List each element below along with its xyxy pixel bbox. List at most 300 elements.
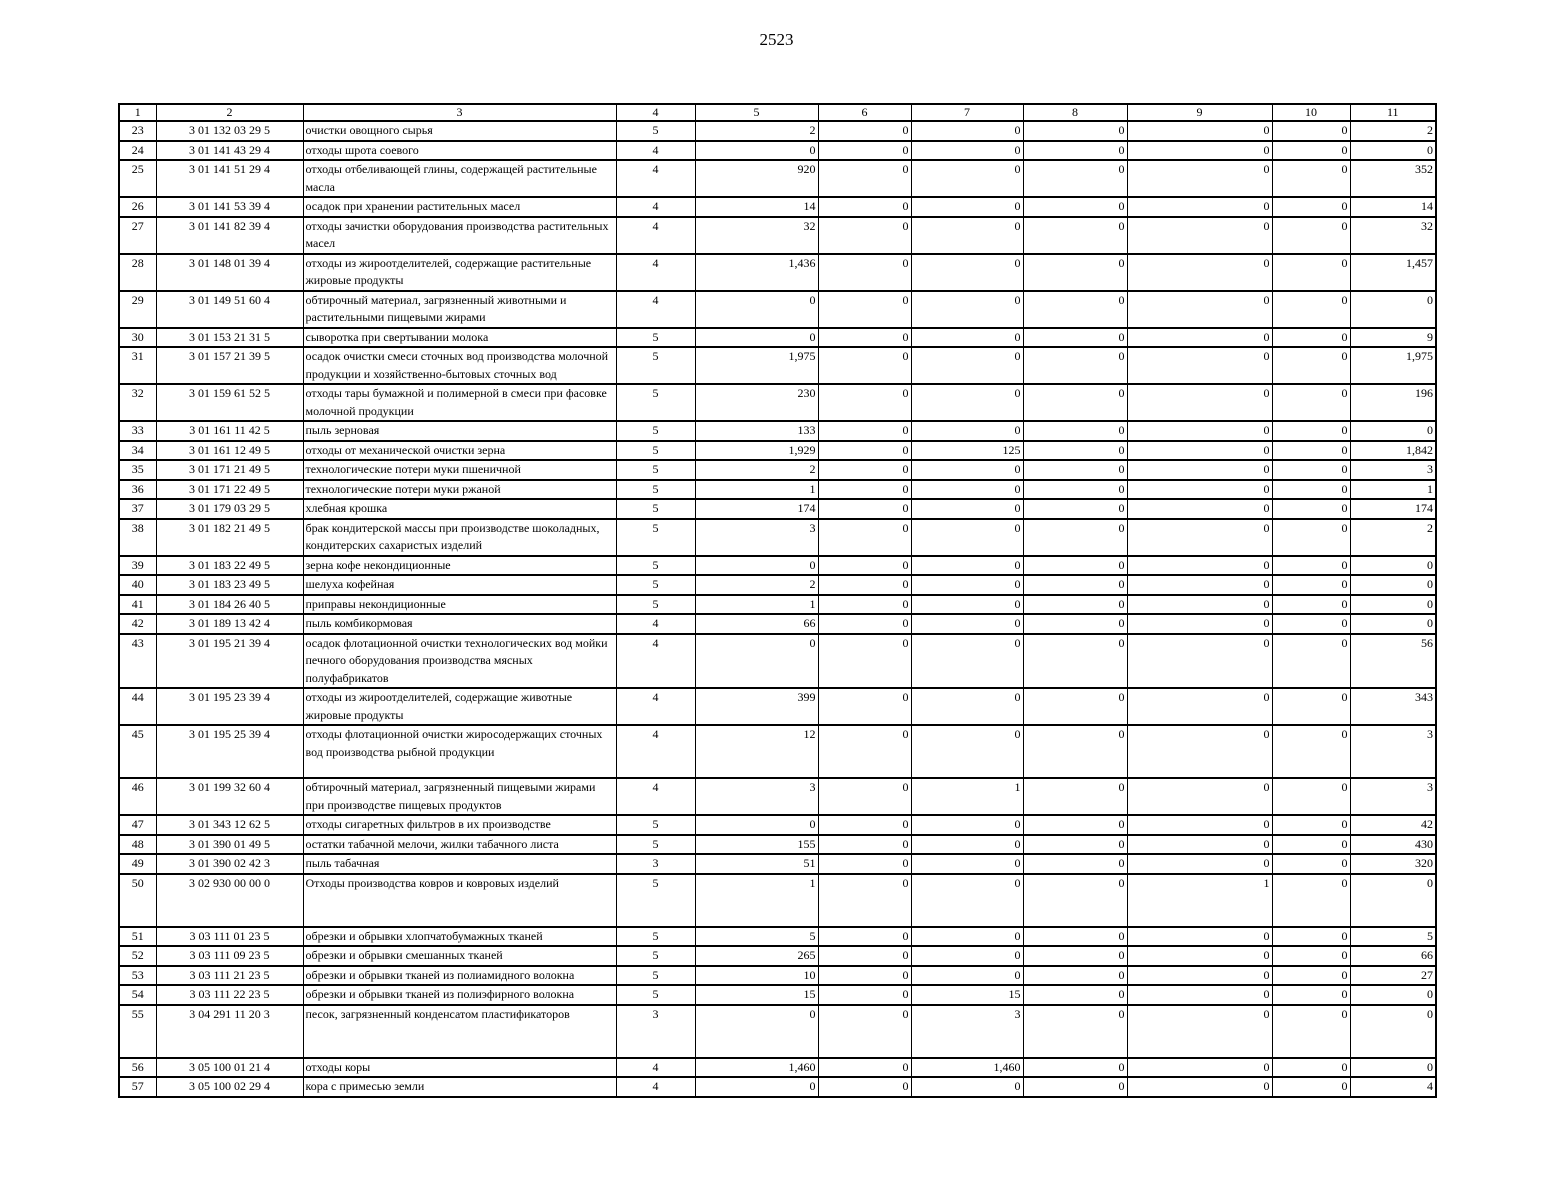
hazard-class-cell: 5 <box>616 874 695 927</box>
value-cell: 2 <box>1350 121 1436 141</box>
value-cell: 0 <box>695 1077 818 1097</box>
row-number-cell: 32 <box>119 384 156 421</box>
value-cell: 0 <box>1350 575 1436 595</box>
value-cell: 0 <box>911 634 1023 689</box>
row-number-cell: 53 <box>119 966 156 986</box>
value-cell: 1 <box>695 874 818 927</box>
value-cell: 0 <box>1350 1058 1436 1078</box>
value-cell: 320 <box>1350 854 1436 874</box>
value-cell: 0 <box>911 480 1023 500</box>
value-cell: 0 <box>1023 946 1127 966</box>
value-cell: 0 <box>1127 854 1272 874</box>
value-cell: 0 <box>1023 815 1127 835</box>
value-cell: 0 <box>911 595 1023 615</box>
value-cell: 10 <box>695 966 818 986</box>
value-cell: 0 <box>1272 874 1350 927</box>
value-cell: 0 <box>1350 421 1436 441</box>
value-cell: 51 <box>695 854 818 874</box>
row-number-cell: 52 <box>119 946 156 966</box>
value-cell: 0 <box>1350 1005 1436 1058</box>
value-cell: 0 <box>1023 614 1127 634</box>
hazard-class-cell: 4 <box>616 141 695 161</box>
value-cell: 9 <box>1350 328 1436 348</box>
value-cell: 0 <box>818 1058 911 1078</box>
value-cell: 0 <box>818 160 911 197</box>
waste-name-cell: брак кондитерской массы при производстве шоколадных, кондитерских сахаристых изделий <box>303 519 616 556</box>
value-cell: 42 <box>1350 815 1436 835</box>
value-cell: 0 <box>1127 575 1272 595</box>
value-cell: 0 <box>1023 499 1127 519</box>
value-cell: 0 <box>1023 217 1127 254</box>
value-cell: 0 <box>1127 1077 1272 1097</box>
waste-code-cell: 3 01 195 25 39 4 <box>156 725 303 778</box>
value-cell: 0 <box>695 815 818 835</box>
value-cell: 0 <box>818 778 911 815</box>
value-cell: 0 <box>818 197 911 217</box>
table-row <box>119 966 1436 986</box>
value-cell: 0 <box>1127 421 1272 441</box>
hazard-class-cell: 5 <box>616 927 695 947</box>
table-row <box>119 927 1436 947</box>
value-cell: 3 <box>1350 460 1436 480</box>
value-cell: 0 <box>695 291 818 328</box>
column-header: 11 <box>1350 104 1436 121</box>
table-row <box>119 460 1436 480</box>
value-cell: 0 <box>1023 421 1127 441</box>
table-row <box>119 854 1436 874</box>
table-row <box>119 688 1436 725</box>
value-cell: 0 <box>818 854 911 874</box>
value-cell: 0 <box>1272 966 1350 986</box>
value-cell: 0 <box>1272 725 1350 778</box>
table-row <box>119 1077 1436 1097</box>
value-cell: 0 <box>1127 384 1272 421</box>
value-cell: 0 <box>818 347 911 384</box>
value-cell: 0 <box>1272 499 1350 519</box>
value-cell: 0 <box>818 725 911 778</box>
value-cell: 0 <box>1127 815 1272 835</box>
hazard-class-cell: 5 <box>616 946 695 966</box>
table-row <box>119 347 1436 384</box>
waste-code-cell: 3 01 149 51 60 4 <box>156 291 303 328</box>
value-cell: 1 <box>1350 480 1436 500</box>
value-cell: 3 <box>911 1005 1023 1058</box>
value-cell: 0 <box>1023 874 1127 927</box>
value-cell: 0 <box>1127 254 1272 291</box>
row-number-cell: 31 <box>119 347 156 384</box>
value-cell: 2 <box>695 575 818 595</box>
value-cell: 0 <box>818 815 911 835</box>
waste-name-cell: технологические потери муки пшеничной <box>303 460 616 480</box>
value-cell: 0 <box>1272 141 1350 161</box>
value-cell: 430 <box>1350 835 1436 855</box>
value-cell: 0 <box>695 556 818 576</box>
value-cell: 3 <box>695 778 818 815</box>
table-row <box>119 1058 1436 1078</box>
table-row <box>119 121 1436 141</box>
value-cell: 0 <box>818 460 911 480</box>
value-cell: 15 <box>911 985 1023 1005</box>
value-cell: 0 <box>1272 985 1350 1005</box>
column-header: 5 <box>695 104 818 121</box>
waste-code-cell: 3 01 141 51 29 4 <box>156 160 303 197</box>
waste-code-cell: 3 01 161 11 42 5 <box>156 421 303 441</box>
row-number-cell: 51 <box>119 927 156 947</box>
value-cell: 0 <box>1127 1058 1272 1078</box>
value-cell: 0 <box>1023 556 1127 576</box>
value-cell: 0 <box>1023 778 1127 815</box>
value-cell: 0 <box>1272 441 1350 461</box>
value-cell: 0 <box>818 141 911 161</box>
table-row <box>119 778 1436 815</box>
hazard-class-cell: 5 <box>616 575 695 595</box>
column-header: 6 <box>818 104 911 121</box>
row-number-cell: 35 <box>119 460 156 480</box>
value-cell: 0 <box>911 725 1023 778</box>
waste-name-cell: пыль зерновая <box>303 421 616 441</box>
waste-name-cell: отходы зачистки оборудования производства растительных масел <box>303 217 616 254</box>
value-cell: 0 <box>695 1005 818 1058</box>
table-row <box>119 499 1436 519</box>
value-cell: 0 <box>1127 556 1272 576</box>
column-header: 7 <box>911 104 1023 121</box>
column-header: 1 <box>119 104 156 121</box>
waste-name-cell: отходы коры <box>303 1058 616 1078</box>
waste-code-cell: 3 03 111 22 23 5 <box>156 985 303 1005</box>
value-cell: 1 <box>1127 874 1272 927</box>
waste-code-cell: 3 01 141 43 29 4 <box>156 141 303 161</box>
hazard-class-cell: 4 <box>616 778 695 815</box>
column-header: 3 <box>303 104 616 121</box>
value-cell: 0 <box>818 614 911 634</box>
value-cell: 0 <box>911 141 1023 161</box>
table-row <box>119 556 1436 576</box>
value-cell: 0 <box>1023 854 1127 874</box>
value-cell: 0 <box>1272 197 1350 217</box>
waste-name-cell: осадок очистки смеси сточных вод производства молочной продукции и хозяйственно-бытовых сточных вод <box>303 347 616 384</box>
row-number-cell: 33 <box>119 421 156 441</box>
value-cell: 0 <box>1023 254 1127 291</box>
value-cell: 0 <box>1023 1058 1127 1078</box>
value-cell: 0 <box>695 141 818 161</box>
value-cell: 0 <box>1127 985 1272 1005</box>
waste-name-cell: обрезки и обрывки хлопчатобумажных тканей <box>303 927 616 947</box>
value-cell: 1,975 <box>695 347 818 384</box>
value-cell: 0 <box>1127 778 1272 815</box>
value-cell: 0 <box>1272 778 1350 815</box>
waste-code-cell: 3 04 291 11 20 3 <box>156 1005 303 1058</box>
waste-name-cell: обрезки и обрывки тканей из полиэфирного волокна <box>303 985 616 1005</box>
waste-name-cell: технологические потери муки ржаной <box>303 480 616 500</box>
waste-name-cell: обтирочный материал, загрязненный животными и растительными пищевыми жирами <box>303 291 616 328</box>
table-row <box>119 291 1436 328</box>
value-cell: 0 <box>1127 614 1272 634</box>
value-cell: 0 <box>1023 384 1127 421</box>
value-cell: 0 <box>1023 480 1127 500</box>
waste-code-cell: 3 01 184 26 40 5 <box>156 595 303 615</box>
value-cell: 0 <box>1350 291 1436 328</box>
row-number-cell: 28 <box>119 254 156 291</box>
waste-code-cell: 3 03 111 09 23 5 <box>156 946 303 966</box>
value-cell: 0 <box>1127 460 1272 480</box>
value-cell: 0 <box>1272 595 1350 615</box>
hazard-class-cell: 4 <box>616 1077 695 1097</box>
hazard-class-cell: 5 <box>616 815 695 835</box>
row-number-cell: 24 <box>119 141 156 161</box>
hazard-class-cell: 5 <box>616 595 695 615</box>
value-cell: 0 <box>1023 575 1127 595</box>
value-cell: 0 <box>818 384 911 421</box>
value-cell: 0 <box>818 595 911 615</box>
waste-code-cell: 3 01 179 03 29 5 <box>156 499 303 519</box>
value-cell: 3 <box>695 519 818 556</box>
waste-code-cell: 3 03 111 01 23 5 <box>156 927 303 947</box>
value-cell: 0 <box>1272 815 1350 835</box>
value-cell: 1,436 <box>695 254 818 291</box>
table-row <box>119 634 1436 689</box>
waste-name-cell: отходы из жироотделителей, содержащие растительные жировые продукты <box>303 254 616 291</box>
value-cell: 0 <box>1350 595 1436 615</box>
value-cell: 0 <box>1272 254 1350 291</box>
table-row <box>119 519 1436 556</box>
value-cell: 0 <box>1023 985 1127 1005</box>
table-row <box>119 595 1436 615</box>
waste-name-cell: песок, загрязненный конденсатом пластификаторов <box>303 1005 616 1058</box>
value-cell: 0 <box>911 121 1023 141</box>
value-cell: 27 <box>1350 966 1436 986</box>
waste-name-cell: отходы из жироотделителей, содержащие животные жировые продукты <box>303 688 616 725</box>
column-header: 10 <box>1272 104 1350 121</box>
waste-name-cell: остатки табачной мелочи, жилки табачного листа <box>303 835 616 855</box>
row-number-cell: 40 <box>119 575 156 595</box>
row-number-cell: 34 <box>119 441 156 461</box>
waste-code-cell: 3 01 182 21 49 5 <box>156 519 303 556</box>
value-cell: 0 <box>1023 197 1127 217</box>
value-cell: 5 <box>1350 927 1436 947</box>
value-cell: 1 <box>695 595 818 615</box>
value-cell: 0 <box>1272 160 1350 197</box>
waste-code-cell: 3 01 195 23 39 4 <box>156 688 303 725</box>
row-number-cell: 54 <box>119 985 156 1005</box>
waste-code-cell: 3 05 100 01 21 4 <box>156 1058 303 1078</box>
value-cell: 5 <box>695 927 818 947</box>
waste-name-cell: хлебная крошка <box>303 499 616 519</box>
value-cell: 3 <box>1350 778 1436 815</box>
value-cell: 0 <box>911 217 1023 254</box>
value-cell: 0 <box>1023 966 1127 986</box>
value-cell: 0 <box>911 614 1023 634</box>
row-number-cell: 37 <box>119 499 156 519</box>
column-header: 4 <box>616 104 695 121</box>
waste-code-cell: 3 03 111 21 23 5 <box>156 966 303 986</box>
value-cell: 0 <box>911 291 1023 328</box>
value-cell: 0 <box>1023 634 1127 689</box>
value-cell: 0 <box>1272 384 1350 421</box>
hazard-class-cell: 5 <box>616 421 695 441</box>
row-number-cell: 30 <box>119 328 156 348</box>
value-cell: 0 <box>911 815 1023 835</box>
waste-name-cell: шелуха кофейная <box>303 575 616 595</box>
value-cell: 0 <box>1127 725 1272 778</box>
waste-name-cell: сыворотка при свертывании молока <box>303 328 616 348</box>
waste-code-cell: 3 01 199 32 60 4 <box>156 778 303 815</box>
value-cell: 0 <box>818 1005 911 1058</box>
hazard-class-cell: 5 <box>616 985 695 1005</box>
value-cell: 0 <box>911 1077 1023 1097</box>
value-cell: 0 <box>818 480 911 500</box>
row-number-cell: 57 <box>119 1077 156 1097</box>
value-cell: 0 <box>818 946 911 966</box>
hazard-class-cell: 4 <box>616 1058 695 1078</box>
value-cell: 0 <box>1127 634 1272 689</box>
hazard-class-cell: 5 <box>616 121 695 141</box>
waste-code-cell: 3 01 183 23 49 5 <box>156 575 303 595</box>
waste-name-cell: приправы некондиционные <box>303 595 616 615</box>
value-cell: 0 <box>1023 441 1127 461</box>
value-cell: 0 <box>818 1077 911 1097</box>
value-cell: 230 <box>695 384 818 421</box>
value-cell: 1,842 <box>1350 441 1436 461</box>
hazard-class-cell: 3 <box>616 1005 695 1058</box>
waste-code-cell: 3 01 195 21 39 4 <box>156 634 303 689</box>
table-row <box>119 1005 1436 1058</box>
value-cell: 0 <box>1127 141 1272 161</box>
value-cell: 0 <box>911 254 1023 291</box>
column-header: 8 <box>1023 104 1127 121</box>
value-cell: 0 <box>911 966 1023 986</box>
waste-code-cell: 3 02 930 00 00 0 <box>156 874 303 927</box>
waste-code-cell: 3 01 183 22 49 5 <box>156 556 303 576</box>
value-cell: 0 <box>911 946 1023 966</box>
waste-name-cell: отходы шрота соевого <box>303 141 616 161</box>
row-number-cell: 25 <box>119 160 156 197</box>
row-number-cell: 44 <box>119 688 156 725</box>
hazard-class-cell: 5 <box>616 519 695 556</box>
value-cell: 0 <box>818 421 911 441</box>
value-cell: 12 <box>695 725 818 778</box>
hazard-class-cell: 5 <box>616 347 695 384</box>
table-body <box>119 121 1436 1097</box>
value-cell: 0 <box>1272 291 1350 328</box>
value-cell: 0 <box>1023 1005 1127 1058</box>
value-cell: 0 <box>1023 460 1127 480</box>
value-cell: 0 <box>1272 217 1350 254</box>
value-cell: 0 <box>1272 460 1350 480</box>
value-cell: 0 <box>818 441 911 461</box>
row-number-cell: 43 <box>119 634 156 689</box>
value-cell: 0 <box>1272 614 1350 634</box>
header-row <box>119 104 1436 121</box>
row-number-cell: 56 <box>119 1058 156 1078</box>
waste-name-cell: отходы флотационной очистки жиросодержащих сточных вод производства рыбной продукции <box>303 725 616 778</box>
value-cell: 0 <box>1272 519 1350 556</box>
hazard-class-cell: 5 <box>616 384 695 421</box>
value-cell: 0 <box>1127 835 1272 855</box>
value-cell: 0 <box>1272 1077 1350 1097</box>
value-cell: 0 <box>1272 688 1350 725</box>
value-cell: 0 <box>818 688 911 725</box>
value-cell: 0 <box>1023 835 1127 855</box>
table-row <box>119 575 1436 595</box>
table-row <box>119 421 1436 441</box>
hazard-class-cell: 4 <box>616 688 695 725</box>
value-cell: 0 <box>911 519 1023 556</box>
hazard-class-cell: 5 <box>616 556 695 576</box>
row-number-cell: 27 <box>119 217 156 254</box>
hazard-class-cell: 5 <box>616 835 695 855</box>
hazard-class-cell: 4 <box>616 217 695 254</box>
value-cell: 0 <box>1127 217 1272 254</box>
table-row <box>119 328 1436 348</box>
value-cell: 352 <box>1350 160 1436 197</box>
table-row <box>119 480 1436 500</box>
row-number-cell: 41 <box>119 595 156 615</box>
value-cell: 1,457 <box>1350 254 1436 291</box>
hazard-class-cell: 4 <box>616 725 695 778</box>
hazard-class-cell: 4 <box>616 254 695 291</box>
waste-code-cell: 3 01 148 01 39 4 <box>156 254 303 291</box>
waste-name-cell: Отходы производства ковров и ковровых изделий <box>303 874 616 927</box>
row-number-cell: 47 <box>119 815 156 835</box>
value-cell: 0 <box>1272 556 1350 576</box>
value-cell: 133 <box>695 421 818 441</box>
value-cell: 0 <box>911 347 1023 384</box>
value-cell: 0 <box>911 197 1023 217</box>
value-cell: 0 <box>1023 1077 1127 1097</box>
waste-code-cell: 3 01 343 12 62 5 <box>156 815 303 835</box>
value-cell: 0 <box>1023 328 1127 348</box>
row-number-cell: 55 <box>119 1005 156 1058</box>
value-cell: 196 <box>1350 384 1436 421</box>
value-cell: 1 <box>695 480 818 500</box>
value-cell: 155 <box>695 835 818 855</box>
row-number-cell: 26 <box>119 197 156 217</box>
row-number-cell: 45 <box>119 725 156 778</box>
value-cell: 0 <box>1127 291 1272 328</box>
value-cell: 0 <box>911 556 1023 576</box>
value-cell: 4 <box>1350 1077 1436 1097</box>
value-cell: 0 <box>911 384 1023 421</box>
value-cell: 66 <box>1350 946 1436 966</box>
value-cell: 0 <box>911 688 1023 725</box>
waste-code-cell: 3 01 189 13 42 4 <box>156 614 303 634</box>
waste-name-cell: пыль комбикормовая <box>303 614 616 634</box>
value-cell: 0 <box>1127 1005 1272 1058</box>
value-cell: 0 <box>911 421 1023 441</box>
table-row <box>119 217 1436 254</box>
value-cell: 2 <box>1350 519 1436 556</box>
value-cell: 0 <box>1272 480 1350 500</box>
table-row <box>119 614 1436 634</box>
value-cell: 0 <box>1272 121 1350 141</box>
waste-name-cell: осадок при хранении растительных масел <box>303 197 616 217</box>
value-cell: 0 <box>818 966 911 986</box>
value-cell: 0 <box>1127 519 1272 556</box>
value-cell: 0 <box>818 985 911 1005</box>
value-cell: 0 <box>818 499 911 519</box>
value-cell: 0 <box>1272 328 1350 348</box>
waste-code-cell: 3 01 390 02 42 3 <box>156 854 303 874</box>
value-cell: 0 <box>1127 966 1272 986</box>
value-cell: 0 <box>1127 688 1272 725</box>
table-row <box>119 835 1436 855</box>
hazard-class-cell: 5 <box>616 441 695 461</box>
value-cell: 0 <box>1127 197 1272 217</box>
value-cell: 0 <box>1127 480 1272 500</box>
value-cell: 0 <box>1023 519 1127 556</box>
value-cell: 0 <box>1127 160 1272 197</box>
hazard-class-cell: 5 <box>616 499 695 519</box>
